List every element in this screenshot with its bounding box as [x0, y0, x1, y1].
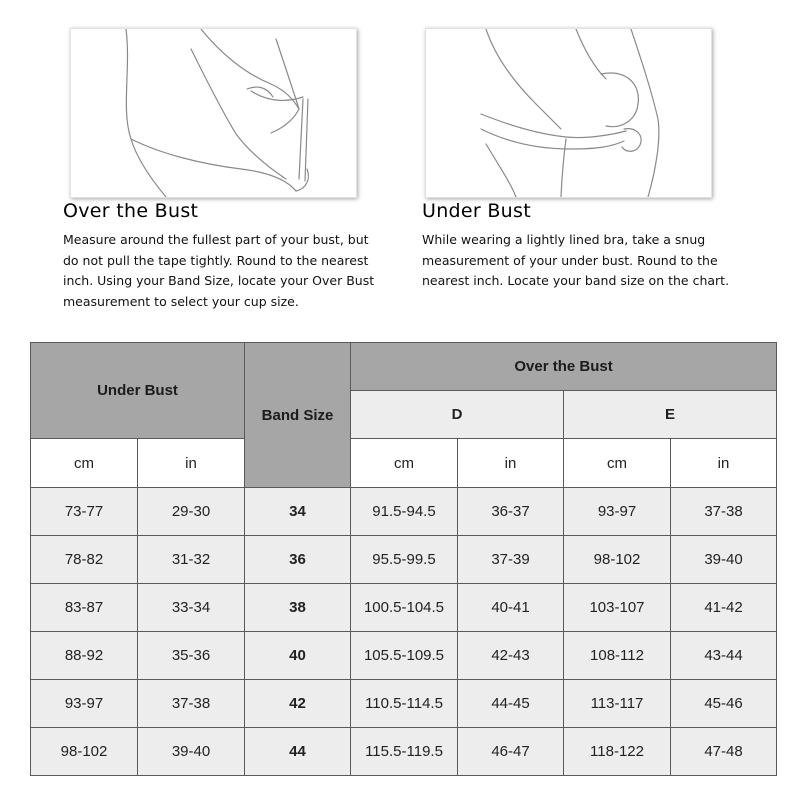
cup-d-cm-cell: 110.5-114.5: [351, 680, 458, 728]
under-bust-illustration: [425, 28, 712, 198]
cup-e-in-cell: 41-42: [671, 584, 777, 632]
over-bust-header: Over the Bust: [351, 343, 777, 391]
under-bust-figure: [426, 29, 711, 197]
unit-header-in: in: [671, 439, 777, 488]
under-bust-cm-cell: 88-92: [31, 632, 138, 680]
over-bust-section: [63, 200, 383, 312]
band-size-cell: 36: [245, 536, 351, 584]
band-size-header: Band Size: [245, 343, 351, 488]
unit-header-cm: cm: [31, 439, 138, 488]
cup-d-cm-cell: 115.5-119.5: [351, 728, 458, 776]
over-bust-description: Measure around the fullest part of your bust, but do not pull the tape tightly. Round to the nearest inch. Using your Band Size, locate your Over Bust measurement to select your cup size.: [63, 232, 375, 309]
over-bust-figure: [71, 29, 356, 197]
under-bust-in-cell: 33-34: [138, 584, 245, 632]
under-bust-cm-cell: 73-77: [31, 488, 138, 536]
under-bust-header: Under Bust: [31, 343, 245, 439]
under-bust-title: Under Bust: [422, 200, 531, 222]
unit-header-cm: cm: [351, 439, 458, 488]
cup-d-cm-cell: 100.5-104.5: [351, 584, 458, 632]
cup-d-header: D: [351, 391, 564, 439]
band-size-cell: 42: [245, 680, 351, 728]
unit-header-cm: cm: [564, 439, 671, 488]
unit-header-in: in: [138, 439, 245, 488]
under-bust-in-cell: 35-36: [138, 632, 245, 680]
cup-d-in-cell: 40-41: [458, 584, 564, 632]
cup-e-in-cell: 37-38: [671, 488, 777, 536]
cup-e-in-cell: 43-44: [671, 632, 777, 680]
cup-e-cm-cell: 103-107: [564, 584, 671, 632]
under-bust-cm-cell: 93-97: [31, 680, 138, 728]
cup-e-in-cell: 39-40: [671, 536, 777, 584]
unit-header-in: in: [458, 439, 564, 488]
under-bust-cm-cell: 98-102: [31, 728, 138, 776]
cup-d-cm-cell: 95.5-99.5: [351, 536, 458, 584]
table-row: [31, 488, 777, 536]
band-size-cell: 44: [245, 728, 351, 776]
under-bust-cm-cell: 83-87: [31, 584, 138, 632]
cup-d-in-cell: 42-43: [458, 632, 564, 680]
under-bust-in-cell: 31-32: [138, 536, 245, 584]
cup-e-header: E: [564, 391, 777, 439]
cup-d-cm-cell: 91.5-94.5: [351, 488, 458, 536]
under-bust-description: While wearing a lightly lined bra, take a snug measurement of your under bust. Round to the nearest inch. Locate your band size on the chart.: [422, 232, 730, 288]
cup-e-in-cell: 45-46: [671, 680, 777, 728]
cup-d-in-cell: 44-45: [458, 680, 564, 728]
table-row: [31, 680, 777, 728]
band-size-cell: 38: [245, 584, 351, 632]
cup-e-cm-cell: 93-97: [564, 488, 671, 536]
band-size-cell: 40: [245, 632, 351, 680]
size-chart-table: [30, 342, 777, 776]
table-row: [31, 728, 777, 776]
table-row: [31, 536, 777, 584]
under-bust-section: [422, 200, 742, 292]
cup-d-in-cell: 36-37: [458, 488, 564, 536]
cup-d-in-cell: 37-39: [458, 536, 564, 584]
table-row: [31, 584, 777, 632]
under-bust-in-cell: 29-30: [138, 488, 245, 536]
table-row: [31, 632, 777, 680]
cup-e-cm-cell: 118-122: [564, 728, 671, 776]
cup-d-in-cell: 46-47: [458, 728, 564, 776]
cup-e-cm-cell: 98-102: [564, 536, 671, 584]
over-bust-title: Over the Bust: [63, 200, 199, 222]
cup-e-in-cell: 47-48: [671, 728, 777, 776]
over-bust-illustration: [70, 28, 357, 198]
cup-e-cm-cell: 113-117: [564, 680, 671, 728]
under-bust-in-cell: 39-40: [138, 728, 245, 776]
cup-e-cm-cell: 108-112: [564, 632, 671, 680]
band-size-cell: 34: [245, 488, 351, 536]
under-bust-in-cell: 37-38: [138, 680, 245, 728]
cup-d-cm-cell: 105.5-109.5: [351, 632, 458, 680]
under-bust-cm-cell: 78-82: [31, 536, 138, 584]
